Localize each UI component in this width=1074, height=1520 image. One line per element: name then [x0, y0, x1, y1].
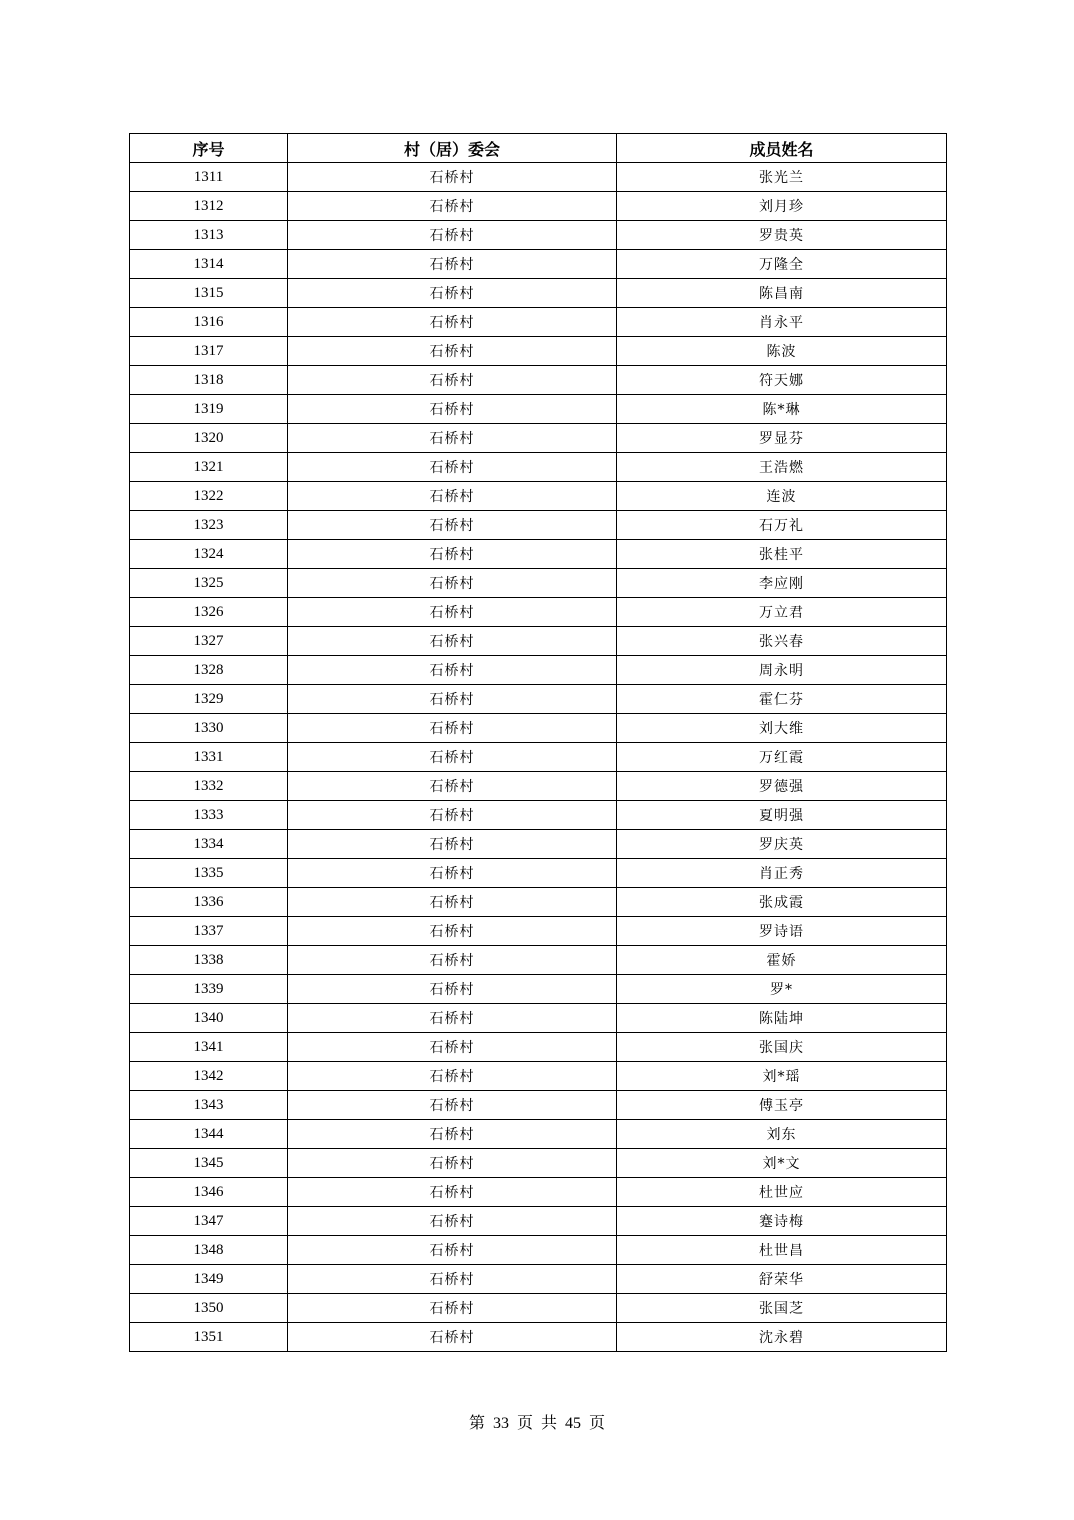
table-row — [130, 1091, 947, 1120]
table-row — [130, 192, 947, 221]
serial-cell: 1324 — [130, 540, 288, 569]
member-name-cell: 舒荣华 — [617, 1265, 947, 1294]
table-row — [130, 1265, 947, 1294]
serial-cell: 1342 — [130, 1062, 288, 1091]
committee-cell: 石桥村 — [288, 685, 617, 714]
table-row — [130, 888, 947, 917]
member-name-cell: 罗* — [617, 975, 947, 1004]
member-name-cell: 刘东 — [617, 1120, 947, 1149]
table-row — [130, 424, 947, 453]
committee-cell: 石桥村 — [288, 975, 617, 1004]
serial-cell: 1313 — [130, 221, 288, 250]
header-member-name: 成员姓名 — [617, 134, 947, 163]
committee-cell: 石桥村 — [288, 453, 617, 482]
committee-cell: 石桥村 — [288, 1207, 617, 1236]
serial-cell: 1337 — [130, 917, 288, 946]
committee-cell: 石桥村 — [288, 772, 617, 801]
serial-cell: 1348 — [130, 1236, 288, 1265]
table-header — [130, 134, 947, 163]
table-row — [130, 540, 947, 569]
member-name-cell: 罗庆英 — [617, 830, 947, 859]
committee-cell: 石桥村 — [288, 1265, 617, 1294]
serial-cell: 1350 — [130, 1294, 288, 1323]
serial-cell: 1338 — [130, 946, 288, 975]
committee-cell: 石桥村 — [288, 1004, 617, 1033]
header-row — [130, 134, 947, 163]
committee-cell: 石桥村 — [288, 656, 617, 685]
table-row — [130, 279, 947, 308]
committee-cell: 石桥村 — [288, 917, 617, 946]
serial-cell: 1311 — [130, 163, 288, 192]
table-row — [130, 1294, 947, 1323]
table-row — [130, 453, 947, 482]
serial-cell: 1339 — [130, 975, 288, 1004]
committee-cell: 石桥村 — [288, 1323, 617, 1352]
committee-cell: 石桥村 — [288, 859, 617, 888]
serial-cell: 1347 — [130, 1207, 288, 1236]
serial-cell: 1351 — [130, 1323, 288, 1352]
serial-cell: 1345 — [130, 1149, 288, 1178]
member-name-cell: 连波 — [617, 482, 947, 511]
member-name-cell: 张国芝 — [617, 1294, 947, 1323]
member-name-cell: 夏明强 — [617, 801, 947, 830]
committee-cell: 石桥村 — [288, 337, 617, 366]
serial-cell: 1326 — [130, 598, 288, 627]
table-row — [130, 221, 947, 250]
committee-cell: 石桥村 — [288, 308, 617, 337]
member-name-cell: 张成霞 — [617, 888, 947, 917]
committee-cell: 石桥村 — [288, 1294, 617, 1323]
serial-cell: 1330 — [130, 714, 288, 743]
serial-cell: 1333 — [130, 801, 288, 830]
serial-cell: 1346 — [130, 1178, 288, 1207]
member-name-cell: 霍娇 — [617, 946, 947, 975]
member-name-cell: 陈*琳 — [617, 395, 947, 424]
header-committee: 村（居）委会 — [288, 134, 617, 163]
member-name-cell: 李应刚 — [617, 569, 947, 598]
table-row — [130, 250, 947, 279]
member-name-cell: 罗德强 — [617, 772, 947, 801]
committee-cell: 石桥村 — [288, 540, 617, 569]
member-name-cell: 沈永碧 — [617, 1323, 947, 1352]
table-row — [130, 308, 947, 337]
table-row — [130, 859, 947, 888]
member-name-cell: 张光兰 — [617, 163, 947, 192]
serial-cell: 1332 — [130, 772, 288, 801]
committee-cell: 石桥村 — [288, 511, 617, 540]
member-name-cell: 肖正秀 — [617, 859, 947, 888]
member-name-cell: 陈陆坤 — [617, 1004, 947, 1033]
serial-cell: 1336 — [130, 888, 288, 917]
member-name-cell: 陈波 — [617, 337, 947, 366]
committee-cell: 石桥村 — [288, 946, 617, 975]
table-row — [130, 772, 947, 801]
serial-cell: 1334 — [130, 830, 288, 859]
member-name-cell: 杜世应 — [617, 1178, 947, 1207]
table-row — [130, 946, 947, 975]
serial-cell: 1317 — [130, 337, 288, 366]
serial-cell: 1318 — [130, 366, 288, 395]
serial-cell: 1327 — [130, 627, 288, 656]
serial-cell: 1335 — [130, 859, 288, 888]
table-row — [130, 1149, 947, 1178]
table-row — [130, 656, 947, 685]
serial-cell: 1320 — [130, 424, 288, 453]
serial-cell: 1325 — [130, 569, 288, 598]
serial-cell: 1344 — [130, 1120, 288, 1149]
serial-cell: 1331 — [130, 743, 288, 772]
committee-cell: 石桥村 — [288, 1236, 617, 1265]
table-row — [130, 1178, 947, 1207]
table-row — [130, 1004, 947, 1033]
member-name-cell: 刘*瑶 — [617, 1062, 947, 1091]
serial-cell: 1316 — [130, 308, 288, 337]
table-row — [130, 714, 947, 743]
member-name-cell: 罗显芬 — [617, 424, 947, 453]
committee-cell: 石桥村 — [288, 801, 617, 830]
header-serial: 序号 — [130, 134, 288, 163]
table-row — [130, 975, 947, 1004]
table-row — [130, 163, 947, 192]
member-name-cell: 蹇诗梅 — [617, 1207, 947, 1236]
committee-cell: 石桥村 — [288, 163, 617, 192]
committee-cell: 石桥村 — [288, 192, 617, 221]
table-row — [130, 1062, 947, 1091]
committee-cell: 石桥村 — [288, 1062, 617, 1091]
member-name-cell: 肖永平 — [617, 308, 947, 337]
committee-cell: 石桥村 — [288, 627, 617, 656]
serial-cell: 1340 — [130, 1004, 288, 1033]
table-row — [130, 1207, 947, 1236]
committee-cell: 石桥村 — [288, 1120, 617, 1149]
table-row — [130, 366, 947, 395]
table-row — [130, 830, 947, 859]
committee-cell: 石桥村 — [288, 888, 617, 917]
member-name-cell: 刘月珍 — [617, 192, 947, 221]
member-name-cell: 刘大维 — [617, 714, 947, 743]
member-name-cell: 周永明 — [617, 656, 947, 685]
committee-cell: 石桥村 — [288, 250, 617, 279]
table-row — [130, 801, 947, 830]
serial-cell: 1341 — [130, 1033, 288, 1062]
table-row — [130, 511, 947, 540]
member-name-cell: 张国庆 — [617, 1033, 947, 1062]
committee-cell: 石桥村 — [288, 1091, 617, 1120]
committee-cell: 石桥村 — [288, 1033, 617, 1062]
table-row — [130, 917, 947, 946]
member-name-cell: 杜世昌 — [617, 1236, 947, 1265]
committee-cell: 石桥村 — [288, 366, 617, 395]
member-name-cell: 万立君 — [617, 598, 947, 627]
serial-cell: 1329 — [130, 685, 288, 714]
committee-cell: 石桥村 — [288, 830, 617, 859]
committee-cell: 石桥村 — [288, 1149, 617, 1178]
member-name-cell: 刘*文 — [617, 1149, 947, 1178]
serial-cell: 1349 — [130, 1265, 288, 1294]
member-table — [129, 133, 947, 1352]
member-name-cell: 万隆全 — [617, 250, 947, 279]
member-name-cell: 罗贵英 — [617, 221, 947, 250]
table-body — [130, 163, 947, 1352]
table-row — [130, 1323, 947, 1352]
member-name-cell: 王浩燃 — [617, 453, 947, 482]
serial-cell: 1312 — [130, 192, 288, 221]
member-name-cell: 万红霞 — [617, 743, 947, 772]
member-name-cell: 罗诗语 — [617, 917, 947, 946]
serial-cell: 1315 — [130, 279, 288, 308]
table-row — [130, 685, 947, 714]
committee-cell: 石桥村 — [288, 279, 617, 308]
member-name-cell: 傅玉亭 — [617, 1091, 947, 1120]
page-footer: 第 33 页 共 45 页 — [468, 1415, 605, 1432]
table-row — [130, 482, 947, 511]
member-name-cell: 符天娜 — [617, 366, 947, 395]
committee-cell: 石桥村 — [288, 395, 617, 424]
serial-cell: 1319 — [130, 395, 288, 424]
table-row — [130, 598, 947, 627]
table-row — [130, 569, 947, 598]
member-name-cell: 石万礼 — [617, 511, 947, 540]
serial-cell: 1321 — [130, 453, 288, 482]
committee-cell: 石桥村 — [288, 569, 617, 598]
table-row — [130, 337, 947, 366]
member-name-cell: 张桂平 — [617, 540, 947, 569]
serial-cell: 1328 — [130, 656, 288, 685]
table-row — [130, 743, 947, 772]
table-row — [130, 1120, 947, 1149]
member-name-cell: 陈昌南 — [617, 279, 947, 308]
committee-cell: 石桥村 — [288, 482, 617, 511]
member-name-cell: 张兴春 — [617, 627, 947, 656]
committee-cell: 石桥村 — [288, 221, 617, 250]
member-name-cell: 霍仁芬 — [617, 685, 947, 714]
committee-cell: 石桥村 — [288, 598, 617, 627]
serial-cell: 1343 — [130, 1091, 288, 1120]
table-row — [130, 627, 947, 656]
table-row — [130, 1033, 947, 1062]
table-row — [130, 395, 947, 424]
committee-cell: 石桥村 — [288, 743, 617, 772]
serial-cell: 1323 — [130, 511, 288, 540]
committee-cell: 石桥村 — [288, 714, 617, 743]
committee-cell: 石桥村 — [288, 1178, 617, 1207]
table-row — [130, 1236, 947, 1265]
serial-cell: 1322 — [130, 482, 288, 511]
committee-cell: 石桥村 — [288, 424, 617, 453]
serial-cell: 1314 — [130, 250, 288, 279]
